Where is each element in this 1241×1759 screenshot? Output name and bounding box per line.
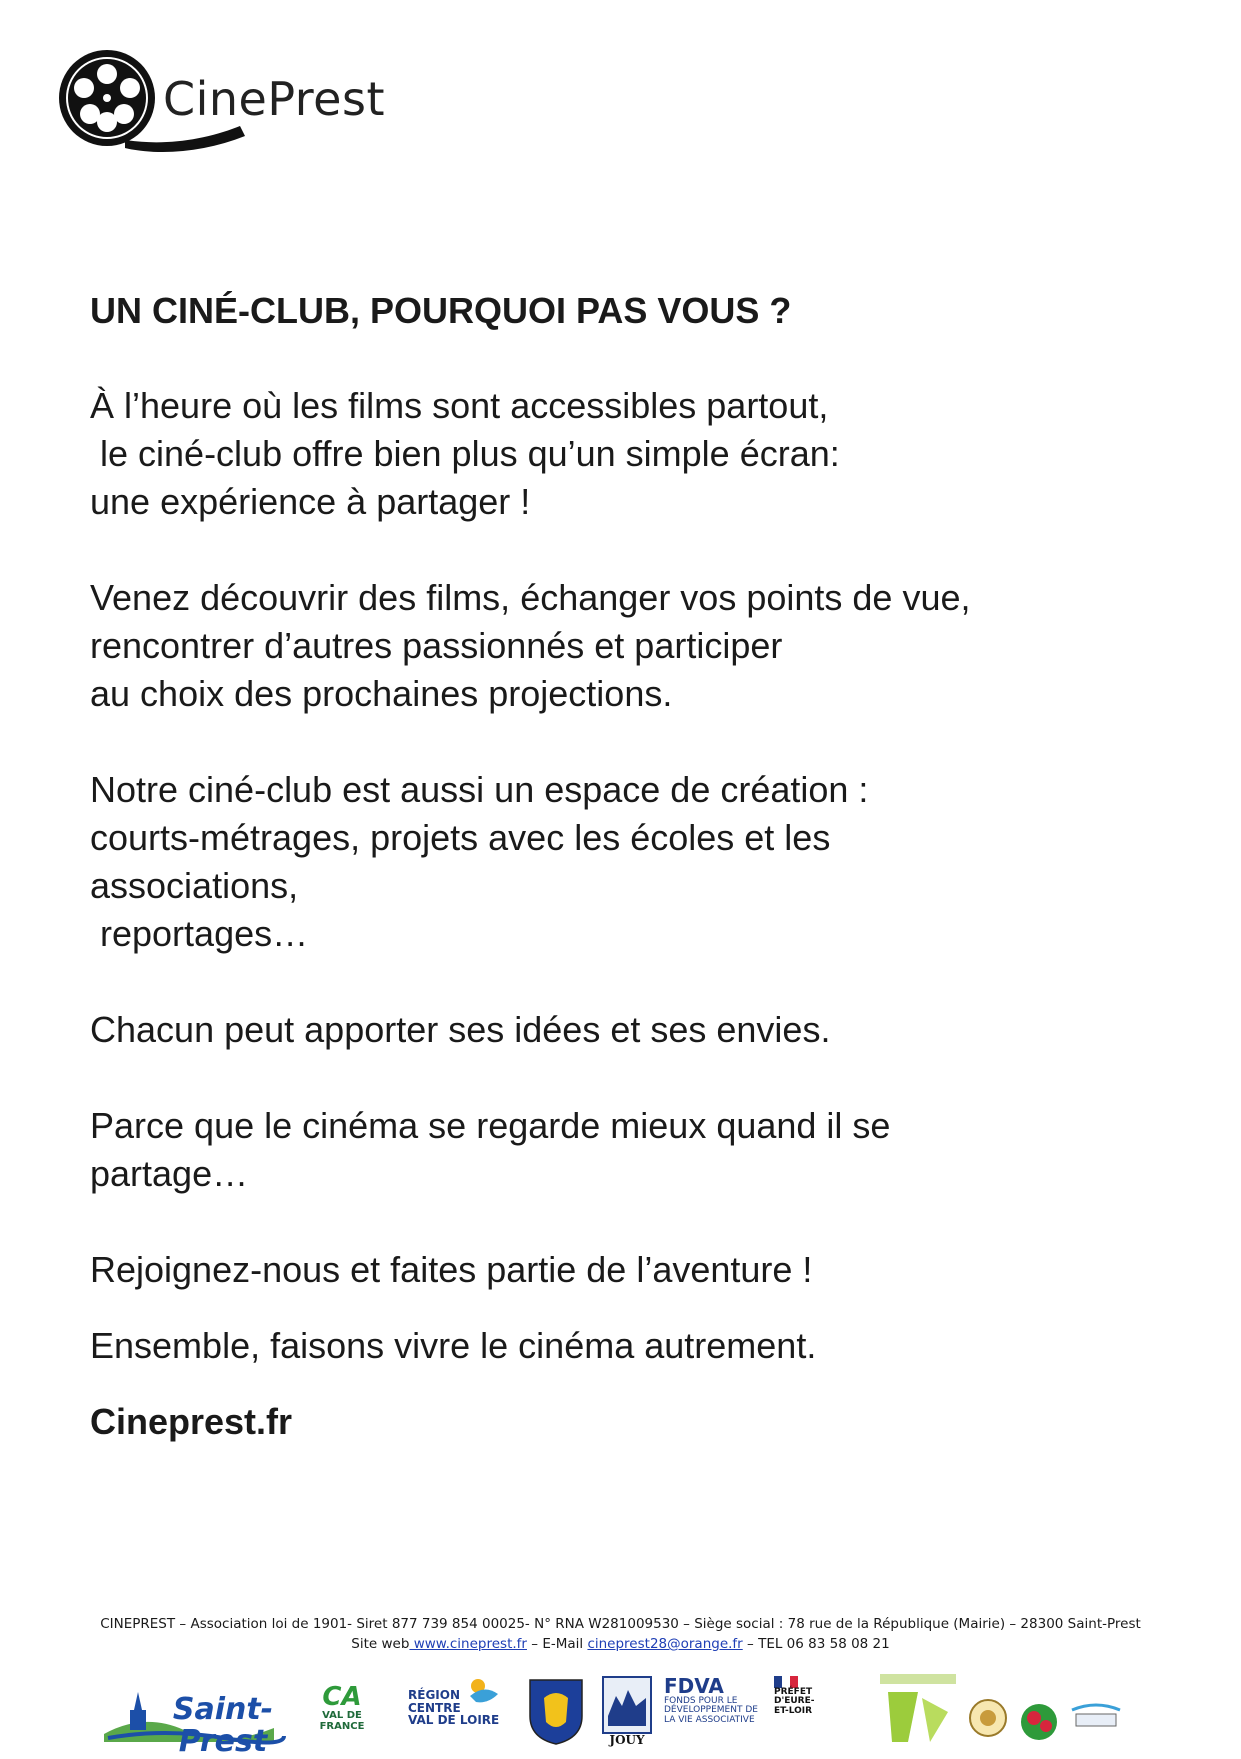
text-line: au choix des prochaines projections. [90,673,673,714]
round-emblem-logo [966,1684,1010,1744]
paragraph-join [90,1246,1170,1294]
green-association-logo [878,1672,958,1750]
region-emblem-icon [466,1676,502,1706]
fdva-text: FDVA [664,1674,724,1698]
jouy-text: JOUY [609,1732,645,1747]
prefet-line1: PRÉFET [774,1687,813,1697]
jouy-emblem-icon [602,1676,652,1734]
prefet-logo [774,1676,826,1746]
text-line: associations, [90,865,299,906]
text-line: Chacun peut apporter ses idées et ses envies. [90,1009,831,1050]
text-line: une expérience à partager ! [90,481,531,522]
fdva-subtitle: FONDS POUR LE DÉVELOPPEMENT DE LA VIE ASSOCIATIVE [664,1696,758,1725]
text-line: Parce que le cinéma se regarde mieux quand il se [90,1105,891,1146]
paragraph-ideas [90,1006,1170,1054]
paragraph-together [90,1322,1170,1370]
region-logo [408,1678,504,1738]
region-line1: RÉGION [408,1688,460,1703]
region-line2: CENTRE [408,1700,461,1715]
main-content [90,286,1170,1446]
partner-wave-icon [1068,1692,1124,1742]
text-line: Venez découvrir des films, échanger vos points de vue, [90,577,971,618]
ca-sub1: VAL DE [322,1710,362,1722]
text-line: courts-métrages, projets avec les écoles et les [90,817,831,858]
ca-sub2: FRANCE [319,1720,365,1732]
cineprest-logo [55,48,415,158]
email-label: – E-Mail [531,1636,584,1652]
site-link[interactable]: www.cineprest.fr [409,1636,527,1652]
footer-contact-line [0,1634,1241,1654]
last-partner-logo [1068,1692,1124,1742]
prefet-line2: D'EURE- [774,1696,815,1707]
credit-agricole-logo [314,1676,370,1740]
text-line: À l’heure où les films sont accessibles partout, [90,385,829,426]
headline: UN CINÉ-CLUB, POURQUOI PAS VOUS ? [90,290,792,331]
website-name[interactable]: Cineprest.fr [90,1401,293,1442]
round-emblem-icon [966,1684,1010,1744]
sponsor-logos [0,1672,1241,1759]
paragraph-share [90,1102,1170,1198]
flower-emblem-icon [1016,1692,1062,1746]
footer [0,1614,1241,1654]
site-label: Site web [351,1636,410,1652]
coat-of-arms-logo [526,1676,586,1746]
logo-wordmark: CinePrest [163,72,385,126]
jouy-logo [600,1672,654,1750]
paragraph-creation [90,766,1170,958]
fdva-logo [664,1676,764,1746]
footer-legal-line: CINEPREST – Association loi de 1901- Siret 877 739 854 00025- N° RNA W281009530 – Siège social : 78 rue de la République (Mairie) – 28300 Saint-Prest [100,1616,1141,1632]
saint-prest-logo [104,1672,294,1759]
text-line: rencontrer d’autres passionnés et participer [90,625,783,666]
prefet-line3: ET-LOIR [774,1705,813,1716]
green-leaf-icon [878,1672,958,1750]
text-line: partage… [90,1153,249,1194]
paragraph-intro [90,382,1170,526]
saint-prest-text: Saint-Prest [172,1692,274,1759]
text-line: Rejoignez-nous et faites partie de l’aventure ! [90,1249,813,1290]
text-line: le ciné-club offre bien plus qu’un simple écran: [90,433,840,474]
paragraph-discover [90,574,1170,718]
ca-mark: CA [322,1681,362,1712]
email-link[interactable]: cineprest28@orange.fr [587,1636,743,1652]
region-line3: VAL DE LOIRE [408,1713,500,1728]
text-line: Ensemble, faisons vivre le cinéma autrement. [90,1325,817,1366]
text-line: Notre ciné-club est aussi un espace de création : [90,769,869,810]
tel-text: – TEL 06 83 58 08 21 [747,1636,890,1652]
lion-shield-icon [526,1676,586,1746]
red-green-emblem-logo [1016,1692,1062,1746]
text-line: reportages… [90,913,309,954]
